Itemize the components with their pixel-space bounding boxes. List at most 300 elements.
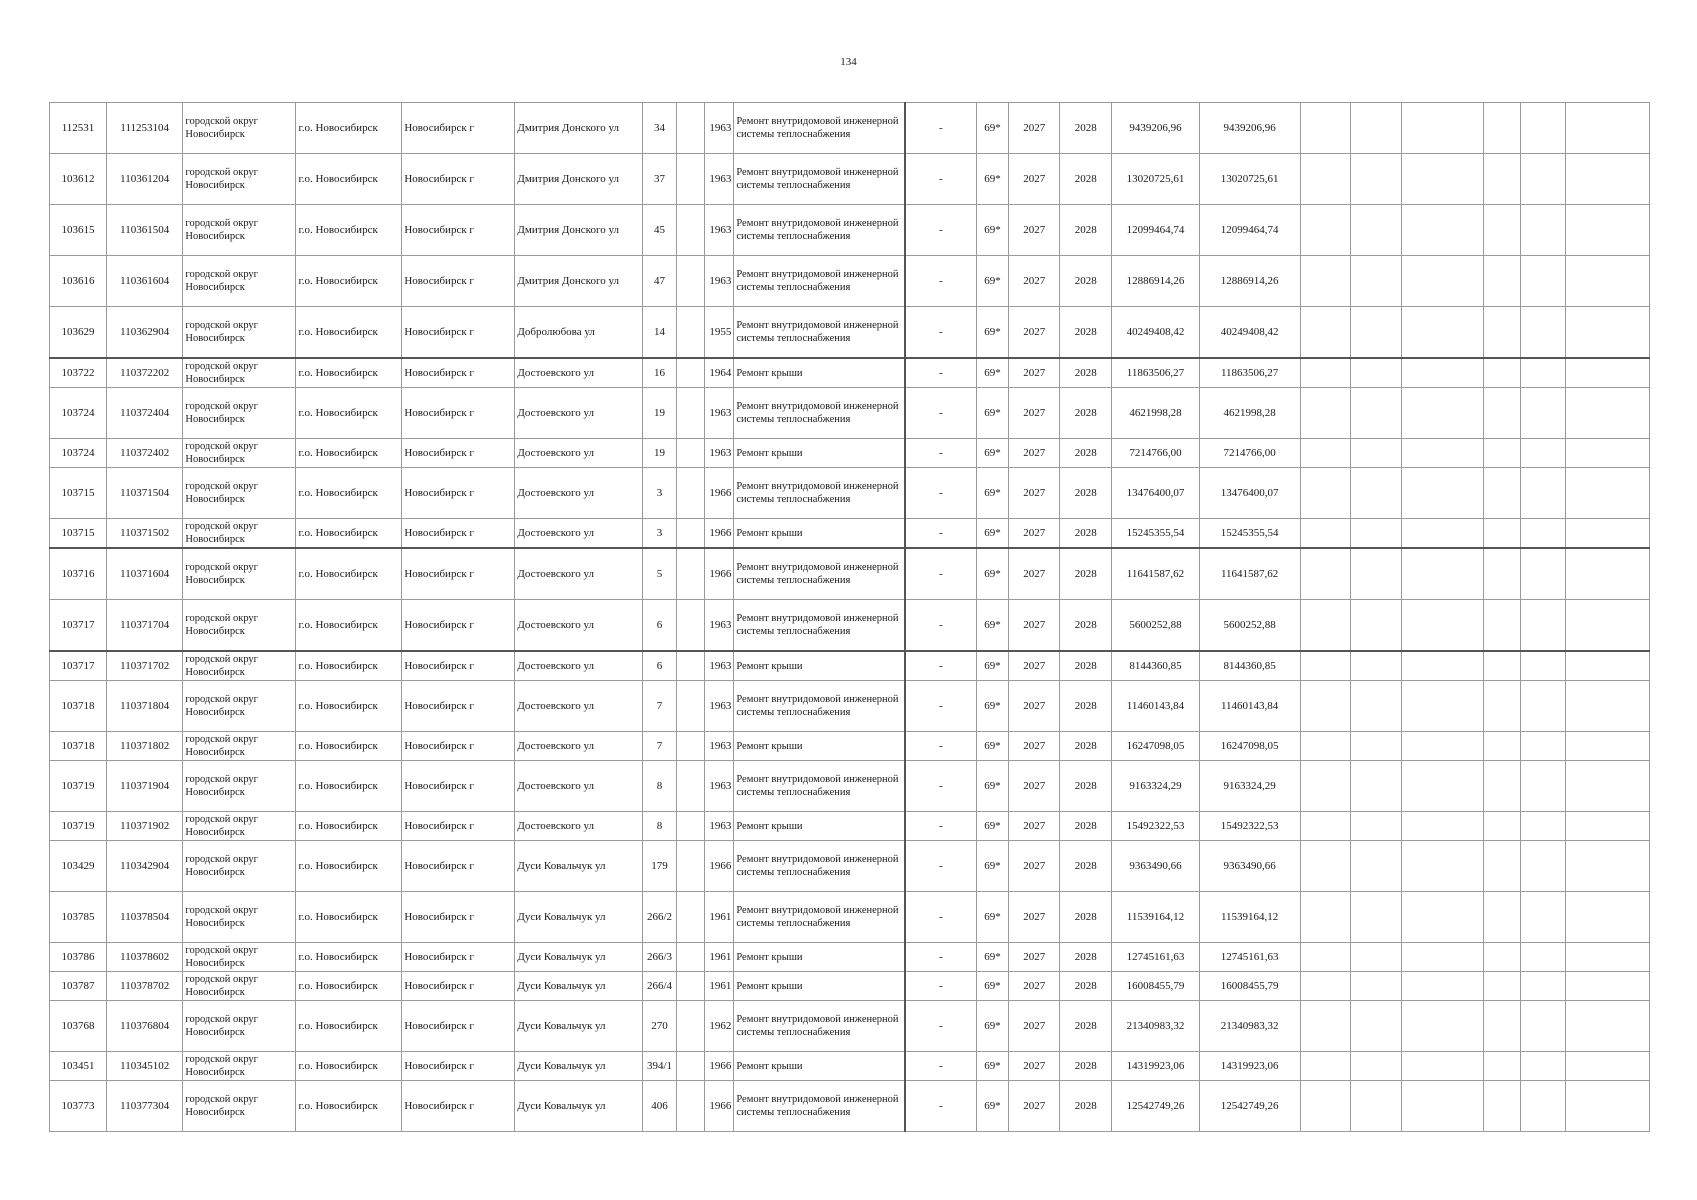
- cell-dash: -: [905, 439, 976, 468]
- table-body: [50, 103, 1650, 1132]
- cell-empty: [1402, 812, 1483, 841]
- cell-district: г.о. Новосибирск: [296, 256, 402, 307]
- cell-district: г.о. Новосибирск: [296, 468, 402, 519]
- cell-total: 12542749,26: [1199, 1081, 1300, 1132]
- cell-dash: -: [905, 972, 976, 1001]
- cell-empty: [1402, 439, 1483, 468]
- cell-empty: [1566, 600, 1650, 652]
- cell-empty: [1483, 972, 1520, 1001]
- cell-cost: 14319923,06: [1112, 1052, 1200, 1081]
- cell-empty: [1520, 548, 1566, 600]
- cell-empty: [1566, 1001, 1650, 1052]
- cell-total: 9163324,29: [1199, 761, 1300, 812]
- cell-norm: 69*: [976, 600, 1009, 652]
- cell-cost: 21340983,32: [1112, 1001, 1200, 1052]
- cell-start-year: 2027: [1009, 307, 1060, 359]
- cell-city: Новосибирск г: [402, 519, 515, 549]
- table-row: [50, 841, 1650, 892]
- cell-empty: [1402, 103, 1483, 154]
- cell-year: 1963: [704, 600, 734, 652]
- cell-year: 1963: [704, 651, 734, 681]
- cell-work-type: Ремонт крыши: [734, 943, 905, 972]
- cell-norm: 69*: [976, 892, 1009, 943]
- cell-empty: [1351, 519, 1402, 549]
- cell-start-year: 2027: [1009, 761, 1060, 812]
- cell-district: г.о. Новосибирск: [296, 841, 402, 892]
- cell-code: 110371904: [107, 761, 183, 812]
- cell-empty: [1566, 388, 1650, 439]
- table-row: [50, 154, 1650, 205]
- cell-cost: 15492322,53: [1112, 812, 1200, 841]
- table-row: [50, 307, 1650, 359]
- cell-extra: [677, 154, 704, 205]
- cell-work-type: Ремонт внутридомовой инженерной системы теплоснабжения: [734, 892, 905, 943]
- cell-empty: [1402, 519, 1483, 549]
- cell-street: Достоевского ул: [515, 681, 642, 732]
- cell-code: 110376804: [107, 1001, 183, 1052]
- cell-empty: [1351, 1081, 1402, 1132]
- cell-house: 45: [642, 205, 677, 256]
- cell-empty: [1351, 468, 1402, 519]
- cell-street: Дуси Ковальчук ул: [515, 972, 642, 1001]
- table-row: [50, 1081, 1650, 1132]
- cell-empty: [1520, 892, 1566, 943]
- cell-year: 1966: [704, 1081, 734, 1132]
- cell-year: 1963: [704, 154, 734, 205]
- cell-total: 40249408,42: [1199, 307, 1300, 359]
- cell-id: 112531: [50, 103, 107, 154]
- cell-norm: 69*: [976, 651, 1009, 681]
- cell-house: 7: [642, 681, 677, 732]
- cell-total: 15492322,53: [1199, 812, 1300, 841]
- table-row: [50, 358, 1650, 388]
- cell-start-year: 2027: [1009, 103, 1060, 154]
- cell-empty: [1520, 103, 1566, 154]
- cell-total: 4621998,28: [1199, 388, 1300, 439]
- cell-year: 1961: [704, 972, 734, 1001]
- cell-year: 1955: [704, 307, 734, 359]
- cell-extra: [677, 681, 704, 732]
- cell-empty: [1300, 519, 1351, 549]
- cell-total: 7214766,00: [1199, 439, 1300, 468]
- cell-house: 19: [642, 439, 677, 468]
- cell-dash: -: [905, 651, 976, 681]
- cell-empty: [1483, 681, 1520, 732]
- table-row: [50, 732, 1650, 761]
- cell-cost: 8144360,85: [1112, 651, 1200, 681]
- cell-code: 110361204: [107, 154, 183, 205]
- cell-empty: [1300, 600, 1351, 652]
- cell-total: 14319923,06: [1199, 1052, 1300, 1081]
- cell-empty: [1351, 358, 1402, 388]
- cell-dash: -: [905, 103, 976, 154]
- cell-house: 16: [642, 358, 677, 388]
- cell-empty: [1483, 732, 1520, 761]
- cell-total: 11641587,62: [1199, 548, 1300, 600]
- cell-extra: [677, 841, 704, 892]
- cell-work-type: Ремонт внутридомовой инженерной системы теплоснабжения: [734, 205, 905, 256]
- cell-empty: [1351, 600, 1402, 652]
- cell-empty: [1566, 256, 1650, 307]
- table-row: [50, 1001, 1650, 1052]
- cell-municipality: городской округ Новосибирск: [183, 103, 296, 154]
- cell-empty: [1300, 943, 1351, 972]
- cell-street: Достоевского ул: [515, 761, 642, 812]
- cell-dash: -: [905, 732, 976, 761]
- cell-empty: [1566, 1081, 1650, 1132]
- cell-id: 103716: [50, 548, 107, 600]
- cell-district: г.о. Новосибирск: [296, 103, 402, 154]
- cell-code: 110371504: [107, 468, 183, 519]
- cell-house: 266/2: [642, 892, 677, 943]
- cell-empty: [1520, 1052, 1566, 1081]
- cell-total: 12886914,26: [1199, 256, 1300, 307]
- cell-empty: [1483, 468, 1520, 519]
- cell-street: Дуси Ковальчук ул: [515, 1052, 642, 1081]
- cell-id: 103768: [50, 1001, 107, 1052]
- cell-norm: 69*: [976, 972, 1009, 1001]
- cell-district: г.о. Новосибирск: [296, 761, 402, 812]
- cell-street: Достоевского ул: [515, 651, 642, 681]
- cell-municipality: городской округ Новосибирск: [183, 761, 296, 812]
- cell-empty: [1402, 600, 1483, 652]
- cell-norm: 69*: [976, 358, 1009, 388]
- cell-empty: [1351, 681, 1402, 732]
- cell-street: Достоевского ул: [515, 812, 642, 841]
- cell-total: 21340983,32: [1199, 1001, 1300, 1052]
- table-row: [50, 651, 1650, 681]
- cell-district: г.о. Новосибирск: [296, 600, 402, 652]
- cell-id: 103719: [50, 761, 107, 812]
- cell-code: 110371804: [107, 681, 183, 732]
- cell-total: 15245355,54: [1199, 519, 1300, 549]
- cell-start-year: 2027: [1009, 651, 1060, 681]
- capital-repair-table: [49, 102, 1650, 1132]
- cell-empty: [1566, 439, 1650, 468]
- cell-work-type: Ремонт внутридомовой инженерной системы теплоснабжения: [734, 841, 905, 892]
- cell-district: г.о. Новосибирск: [296, 548, 402, 600]
- cell-empty: [1520, 972, 1566, 1001]
- cell-start-year: 2027: [1009, 1052, 1060, 1081]
- cell-cost: 16008455,79: [1112, 972, 1200, 1001]
- cell-empty: [1483, 388, 1520, 439]
- cell-municipality: городской округ Новосибирск: [183, 600, 296, 652]
- cell-extra: [677, 812, 704, 841]
- cell-empty: [1483, 154, 1520, 205]
- cell-empty: [1566, 681, 1650, 732]
- cell-work-type: Ремонт внутридомовой инженерной системы теплоснабжения: [734, 388, 905, 439]
- cell-end-year: 2028: [1060, 681, 1112, 732]
- cell-municipality: городской округ Новосибирск: [183, 548, 296, 600]
- cell-house: 406: [642, 1081, 677, 1132]
- cell-empty: [1402, 761, 1483, 812]
- cell-empty: [1520, 205, 1566, 256]
- cell-extra: [677, 1052, 704, 1081]
- cell-empty: [1300, 651, 1351, 681]
- cell-end-year: 2028: [1060, 519, 1112, 549]
- cell-year: 1966: [704, 1052, 734, 1081]
- cell-code: 110361604: [107, 256, 183, 307]
- cell-empty: [1351, 103, 1402, 154]
- cell-norm: 69*: [976, 1001, 1009, 1052]
- cell-id: 103717: [50, 600, 107, 652]
- cell-empty: [1520, 256, 1566, 307]
- cell-house: 37: [642, 154, 677, 205]
- cell-cost: 12099464,74: [1112, 205, 1200, 256]
- cell-municipality: городской округ Новосибирск: [183, 358, 296, 388]
- cell-street: Дмитрия Донского ул: [515, 154, 642, 205]
- cell-empty: [1566, 358, 1650, 388]
- cell-street: Достоевского ул: [515, 519, 642, 549]
- cell-district: г.о. Новосибирск: [296, 943, 402, 972]
- cell-cost: 13476400,07: [1112, 468, 1200, 519]
- cell-dash: -: [905, 388, 976, 439]
- cell-empty: [1520, 519, 1566, 549]
- cell-city: Новосибирск г: [402, 841, 515, 892]
- cell-empty: [1483, 103, 1520, 154]
- cell-start-year: 2027: [1009, 256, 1060, 307]
- cell-code: 110372404: [107, 388, 183, 439]
- cell-city: Новосибирск г: [402, 307, 515, 359]
- cell-dash: -: [905, 154, 976, 205]
- cell-empty: [1402, 732, 1483, 761]
- cell-city: Новосибирск г: [402, 358, 515, 388]
- cell-empty: [1300, 548, 1351, 600]
- cell-city: Новосибирск г: [402, 205, 515, 256]
- cell-house: 34: [642, 103, 677, 154]
- cell-norm: 69*: [976, 439, 1009, 468]
- cell-municipality: городской округ Новосибирск: [183, 732, 296, 761]
- cell-empty: [1520, 812, 1566, 841]
- cell-empty: [1520, 388, 1566, 439]
- cell-street: Дуси Ковальчук ул: [515, 943, 642, 972]
- cell-house: 8: [642, 812, 677, 841]
- cell-empty: [1520, 761, 1566, 812]
- cell-empty: [1300, 892, 1351, 943]
- table-row: [50, 761, 1650, 812]
- cell-empty: [1520, 651, 1566, 681]
- cell-code: 110371704: [107, 600, 183, 652]
- cell-empty: [1520, 307, 1566, 359]
- cell-code: 110378702: [107, 972, 183, 1001]
- cell-extra: [677, 256, 704, 307]
- table-row: [50, 256, 1650, 307]
- cell-extra: [677, 732, 704, 761]
- cell-dash: -: [905, 892, 976, 943]
- cell-dash: -: [905, 812, 976, 841]
- cell-work-type: Ремонт внутридомовой инженерной системы теплоснабжения: [734, 761, 905, 812]
- cell-empty: [1402, 205, 1483, 256]
- cell-extra: [677, 1001, 704, 1052]
- cell-cost: 5600252,88: [1112, 600, 1200, 652]
- cell-extra: [677, 388, 704, 439]
- cell-city: Новосибирск г: [402, 600, 515, 652]
- cell-empty: [1566, 841, 1650, 892]
- cell-city: Новосибирск г: [402, 812, 515, 841]
- cell-street: Добролюбова ул: [515, 307, 642, 359]
- cell-empty: [1483, 358, 1520, 388]
- cell-year: 1963: [704, 205, 734, 256]
- cell-municipality: городской округ Новосибирск: [183, 681, 296, 732]
- cell-street: Дуси Ковальчук ул: [515, 1001, 642, 1052]
- cell-house: 47: [642, 256, 677, 307]
- cell-start-year: 2027: [1009, 841, 1060, 892]
- cell-empty: [1351, 154, 1402, 205]
- cell-cost: 9363490,66: [1112, 841, 1200, 892]
- cell-norm: 69*: [976, 943, 1009, 972]
- cell-city: Новосибирск г: [402, 943, 515, 972]
- cell-norm: 69*: [976, 307, 1009, 359]
- cell-id: 103718: [50, 681, 107, 732]
- cell-code: 110345102: [107, 1052, 183, 1081]
- cell-extra: [677, 761, 704, 812]
- cell-empty: [1300, 972, 1351, 1001]
- cell-city: Новосибирск г: [402, 154, 515, 205]
- cell-total: 11863506,27: [1199, 358, 1300, 388]
- cell-street: Дмитрия Донского ул: [515, 205, 642, 256]
- cell-norm: 69*: [976, 103, 1009, 154]
- table-row: [50, 600, 1650, 652]
- cell-empty: [1520, 1001, 1566, 1052]
- cell-cost: 11539164,12: [1112, 892, 1200, 943]
- cell-empty: [1402, 548, 1483, 600]
- cell-municipality: городской округ Новосибирск: [183, 1001, 296, 1052]
- cell-city: Новосибирск г: [402, 1081, 515, 1132]
- cell-empty: [1402, 1001, 1483, 1052]
- cell-total: 13476400,07: [1199, 468, 1300, 519]
- table-row: [50, 468, 1650, 519]
- cell-extra: [677, 600, 704, 652]
- cell-empty: [1351, 388, 1402, 439]
- cell-municipality: городской округ Новосибирск: [183, 439, 296, 468]
- cell-empty: [1566, 519, 1650, 549]
- table-row: [50, 892, 1650, 943]
- cell-empty: [1402, 154, 1483, 205]
- cell-empty: [1351, 943, 1402, 972]
- cell-code: 110361504: [107, 205, 183, 256]
- cell-id: 103724: [50, 439, 107, 468]
- cell-norm: 69*: [976, 732, 1009, 761]
- cell-empty: [1351, 841, 1402, 892]
- cell-id: 103451: [50, 1052, 107, 1081]
- cell-empty: [1402, 307, 1483, 359]
- cell-code: 110378602: [107, 943, 183, 972]
- cell-empty: [1483, 943, 1520, 972]
- cell-code: 110372402: [107, 439, 183, 468]
- cell-total: 13020725,61: [1199, 154, 1300, 205]
- cell-empty: [1402, 651, 1483, 681]
- cell-cost: 13020725,61: [1112, 154, 1200, 205]
- cell-code: 110371604: [107, 548, 183, 600]
- cell-id: 103722: [50, 358, 107, 388]
- cell-work-type: Ремонт крыши: [734, 439, 905, 468]
- cell-dash: -: [905, 468, 976, 519]
- table-row: [50, 1052, 1650, 1081]
- cell-norm: 69*: [976, 812, 1009, 841]
- cell-end-year: 2028: [1060, 154, 1112, 205]
- cell-empty: [1300, 103, 1351, 154]
- cell-cost: 9439206,96: [1112, 103, 1200, 154]
- cell-empty: [1351, 439, 1402, 468]
- cell-start-year: 2027: [1009, 439, 1060, 468]
- cell-extra: [677, 103, 704, 154]
- cell-empty: [1300, 154, 1351, 205]
- cell-start-year: 2027: [1009, 892, 1060, 943]
- cell-id: 103773: [50, 1081, 107, 1132]
- cell-street: Достоевского ул: [515, 358, 642, 388]
- cell-end-year: 2028: [1060, 1081, 1112, 1132]
- cell-id: 103717: [50, 651, 107, 681]
- cell-dash: -: [905, 256, 976, 307]
- cell-empty: [1351, 761, 1402, 812]
- cell-work-type: Ремонт крыши: [734, 651, 905, 681]
- cell-year: 1966: [704, 519, 734, 549]
- cell-id: 103715: [50, 468, 107, 519]
- cell-extra: [677, 651, 704, 681]
- table-row: [50, 439, 1650, 468]
- cell-start-year: 2027: [1009, 388, 1060, 439]
- cell-street: Достоевского ул: [515, 732, 642, 761]
- cell-municipality: городской округ Новосибирск: [183, 468, 296, 519]
- cell-start-year: 2027: [1009, 548, 1060, 600]
- cell-empty: [1520, 681, 1566, 732]
- cell-city: Новосибирск г: [402, 892, 515, 943]
- cell-extra: [677, 972, 704, 1001]
- cell-norm: 69*: [976, 256, 1009, 307]
- cell-year: 1961: [704, 943, 734, 972]
- cell-district: г.о. Новосибирск: [296, 205, 402, 256]
- cell-municipality: городской округ Новосибирск: [183, 972, 296, 1001]
- cell-empty: [1300, 681, 1351, 732]
- cell-street: Достоевского ул: [515, 388, 642, 439]
- cell-municipality: городской округ Новосибирск: [183, 154, 296, 205]
- cell-municipality: городской округ Новосибирск: [183, 388, 296, 439]
- cell-start-year: 2027: [1009, 468, 1060, 519]
- cell-empty: [1351, 972, 1402, 1001]
- cell-city: Новосибирск г: [402, 1052, 515, 1081]
- cell-end-year: 2028: [1060, 972, 1112, 1001]
- cell-year: 1963: [704, 681, 734, 732]
- cell-empty: [1351, 892, 1402, 943]
- cell-id: 103786: [50, 943, 107, 972]
- cell-house: 270: [642, 1001, 677, 1052]
- cell-city: Новосибирск г: [402, 761, 515, 812]
- cell-house: 7: [642, 732, 677, 761]
- cell-dash: -: [905, 307, 976, 359]
- cell-district: г.о. Новосибирск: [296, 358, 402, 388]
- cell-city: Новосибирск г: [402, 388, 515, 439]
- cell-empty: [1483, 761, 1520, 812]
- cell-dash: -: [905, 205, 976, 256]
- cell-code: 110378504: [107, 892, 183, 943]
- cell-street: Дмитрия Донского ул: [515, 103, 642, 154]
- cell-empty: [1402, 972, 1483, 1001]
- cell-end-year: 2028: [1060, 892, 1112, 943]
- cell-extra: [677, 205, 704, 256]
- cell-id: 103616: [50, 256, 107, 307]
- cell-empty: [1300, 761, 1351, 812]
- cell-municipality: городской округ Новосибирск: [183, 1052, 296, 1081]
- cell-municipality: городской округ Новосибирск: [183, 1081, 296, 1132]
- cell-code: 110371702: [107, 651, 183, 681]
- cell-cost: 9163324,29: [1112, 761, 1200, 812]
- cell-work-type: Ремонт внутридомовой инженерной системы теплоснабжения: [734, 468, 905, 519]
- cell-cost: 12542749,26: [1112, 1081, 1200, 1132]
- cell-id: 103629: [50, 307, 107, 359]
- cell-cost: 11863506,27: [1112, 358, 1200, 388]
- cell-extra: [677, 548, 704, 600]
- cell-house: 266/3: [642, 943, 677, 972]
